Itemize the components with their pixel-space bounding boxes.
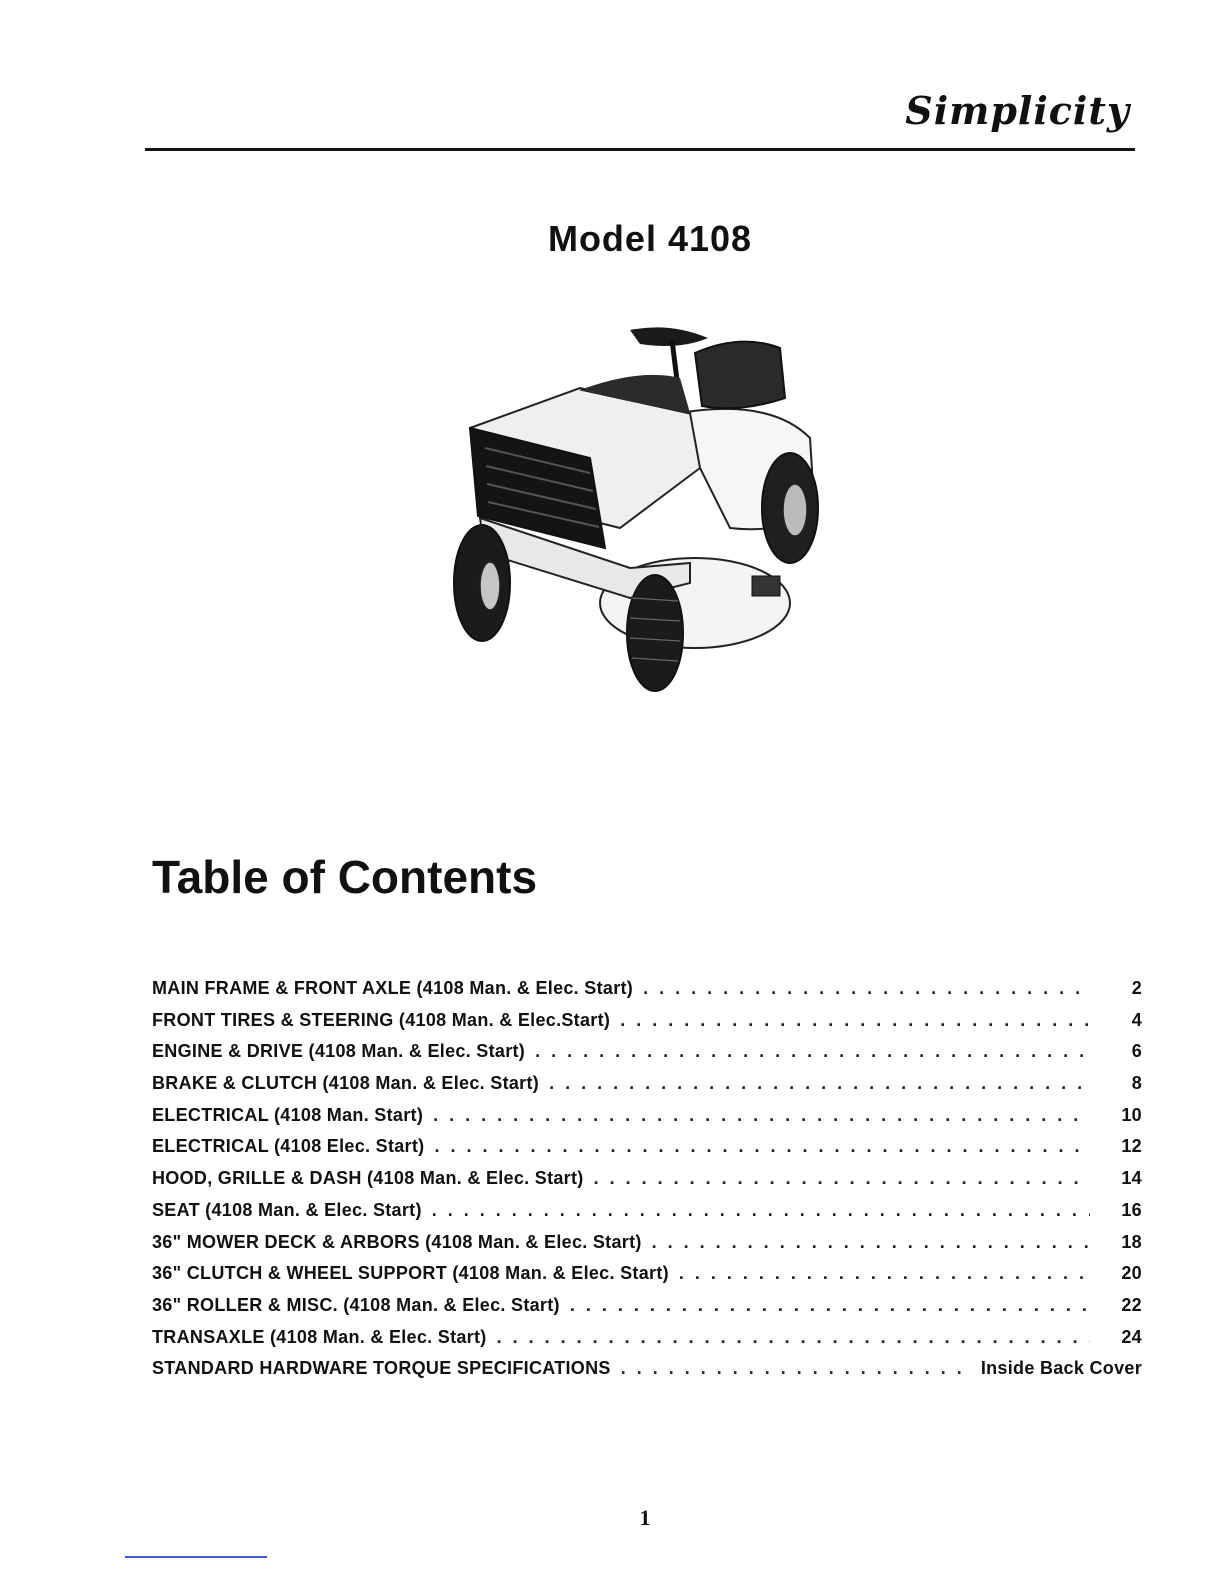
toc-leader-dots [620,1010,1090,1031]
toc-leader-dots [434,1136,1090,1157]
toc-leader-dots [652,1232,1090,1253]
footer-line [125,1556,267,1558]
toc-entry-label: ENGINE & DRIVE (4108 Man. & Elec. Start) [152,1041,526,1062]
toc-entry-page: 2 [1131,978,1142,998]
toc-entry[interactable] [152,1073,1142,1105]
toc-leader-dots [594,1168,1090,1189]
toc-entry[interactable] [152,978,1142,1010]
toc-entry-page: 20 [1121,1263,1142,1284]
toc-entry-label: SEAT (4108 Man. & Elec. Start) [152,1199,422,1220]
table-of-contents [152,978,1142,1390]
brand-logo: Simplicity [905,88,1130,133]
toc-entry-label: BRAKE & CLUTCH (4108 Man. & Elec. Start) [152,1073,540,1094]
header-rule [145,148,1135,151]
toc-entry-label: FRONT TIRES & STEERING (4108 Man. & Elec.Start) [152,1009,611,1030]
toc-entry[interactable] [152,1168,1142,1200]
toc-entry-page: 6 [1131,1041,1142,1062]
toc-entry-page: 8 [1131,1073,1142,1094]
toc-entry-label: 36" CLUTCH & WHEEL SUPPORT (4108 Man. & Elec. Start) [152,1263,669,1284]
page-number: 1 [639,1505,651,1530]
toc-leader-dots [433,1105,1090,1126]
toc-entry[interactable] [152,1041,1142,1073]
lawn-tractor-illustration [440,318,830,698]
toc-entry-label: 36" ROLLER & MISC. (4108 Man. & Elec. Start) [152,1294,560,1315]
toc-entry-label: MAIN FRAME & FRONT AXLE (4108 Man. & Elec. Start) [152,978,634,998]
toc-entry-label: 36" MOWER DECK & ARBORS (4108 Man. & Elec. Start) [152,1231,642,1252]
toc-entry[interactable] [152,1358,1142,1390]
toc-entry-page: 14 [1121,1168,1142,1189]
toc-title: Table of Contents [152,851,538,903]
toc-entry-page: Inside Back Cover [980,1358,1142,1379]
toc-entry[interactable] [152,1263,1142,1295]
toc-leader-dots [621,1358,972,1379]
toc-leader-dots [497,1327,1090,1348]
toc-entry-label: TRANSAXLE (4108 Man. & Elec. Start) [152,1326,487,1347]
toc-entry-label: ELECTRICAL (4108 Elec. Start) [152,1136,425,1157]
toc-entry-label: HOOD, GRILLE & DASH (4108 Man. & Elec. Start) [152,1168,584,1189]
toc-entry[interactable] [152,1295,1142,1327]
toc-leader-dots [549,1073,1090,1094]
toc-entry-page: 18 [1121,1231,1142,1252]
toc-entry[interactable] [152,1136,1142,1168]
toc-leader-dots [679,1263,1090,1284]
toc-entry-page: 10 [1121,1104,1142,1125]
toc-leader-dots [535,1041,1090,1062]
toc-entry-label: STANDARD HARDWARE TORQUE SPECIFICATIONS [152,1358,611,1379]
toc-entry-page: 24 [1121,1326,1142,1347]
toc-entry[interactable] [152,1105,1142,1137]
toc-entry[interactable] [152,1010,1142,1042]
toc-leader-dots [570,1295,1090,1316]
toc-entry[interactable] [152,1327,1142,1359]
toc-leader-dots [643,978,1090,999]
model-title: Model 4108 [547,218,753,259]
toc-entry-page: 16 [1121,1199,1142,1220]
toc-entry[interactable] [152,1232,1142,1264]
toc-entry-page: 22 [1121,1294,1142,1315]
toc-leader-dots [432,1200,1090,1221]
toc-entry-page: 12 [1121,1136,1142,1157]
toc-entry-label: ELECTRICAL (4108 Man. Start) [152,1104,424,1125]
toc-entry-page: 4 [1131,1009,1142,1030]
toc-entry[interactable] [152,1200,1142,1232]
